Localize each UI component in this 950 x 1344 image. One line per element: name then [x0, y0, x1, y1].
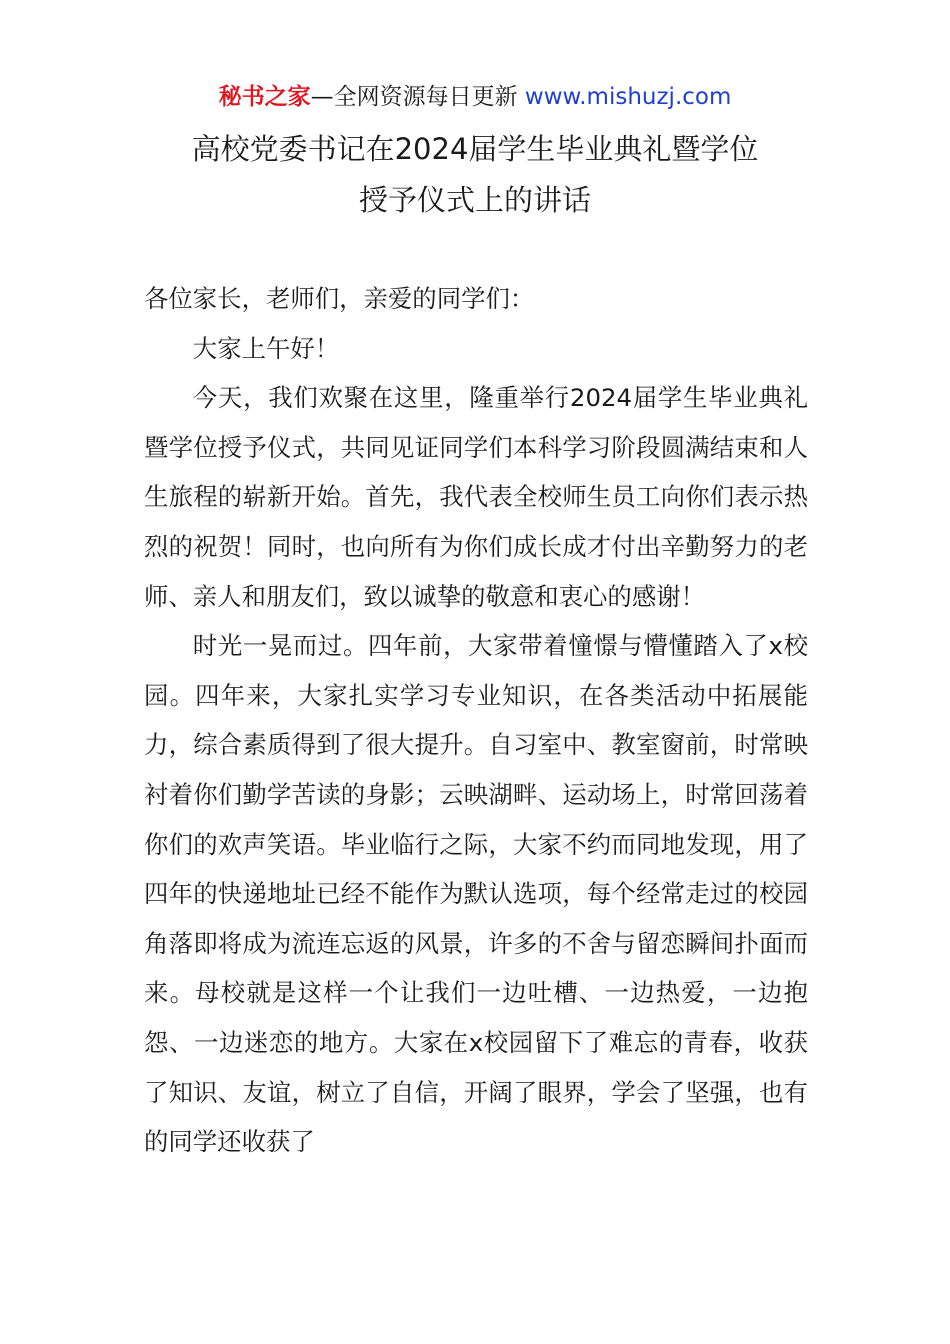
title-line-2: 授予仪式上的讲话 [358, 183, 591, 217]
paragraph-opening: 今天，我们欢聚在这里，隆重举行2024届学生毕业典礼暨学位授予仪式，共同见证同学们本科学习阶段圆满结束和人生旅程的崭新开始。首先，我代表全校师生员工向你们表示热烈的祝贺！同时，也向所有为你们成长成才付出辛勤努力的老师、亲人和朋友们，致以诚挚的敬意和衷心的感谢！ [144, 383, 808, 611]
title-line-1: 高校党委书记在2024届学生毕业典礼暨学位 [191, 132, 759, 166]
document-title [0, 124, 950, 226]
speech-body [144, 274, 808, 1167]
greeting: 大家上午好！ [192, 333, 340, 363]
site-banner [0, 80, 950, 114]
banner-tagline: —全网资源每日更新 [310, 84, 518, 110]
salutation: 各位家长，老师们，亲爱的同学们： [144, 284, 535, 313]
paragraph-memories: 时光一晃而过。四年前，大家带着憧憬与懵懂踏入了x校园。四年来，大家扎实学习专业知识，在各类活动中拓展能力，综合素质得到了很大提升。自习室中、教室窗前，时常映衬着你们勤学苦读的身影；云映湖畔、运动场上，时常回荡着你们的欢声笑语。毕业临行之际，大家不约而同地发现，用了四年的快递地址已经不能作为默认选项，每个经常走过的校园角落即将成为流连忘返的风景，许多的不舍与留恋瞬间扑面而来。母校就是这样一个让我们一边吐槽、一边热爱，一边抱怨、一边迷恋的地方。大家在x校园留下了难忘的青春，收获了知识、友谊，树立了自信，开阔了眼界，学会了坚强，也有的同学还收获了 [144, 631, 808, 1157]
brand-name: 秘书之家 [218, 84, 311, 110]
site-url-link[interactable]: www.mishuzj.com [524, 84, 732, 110]
